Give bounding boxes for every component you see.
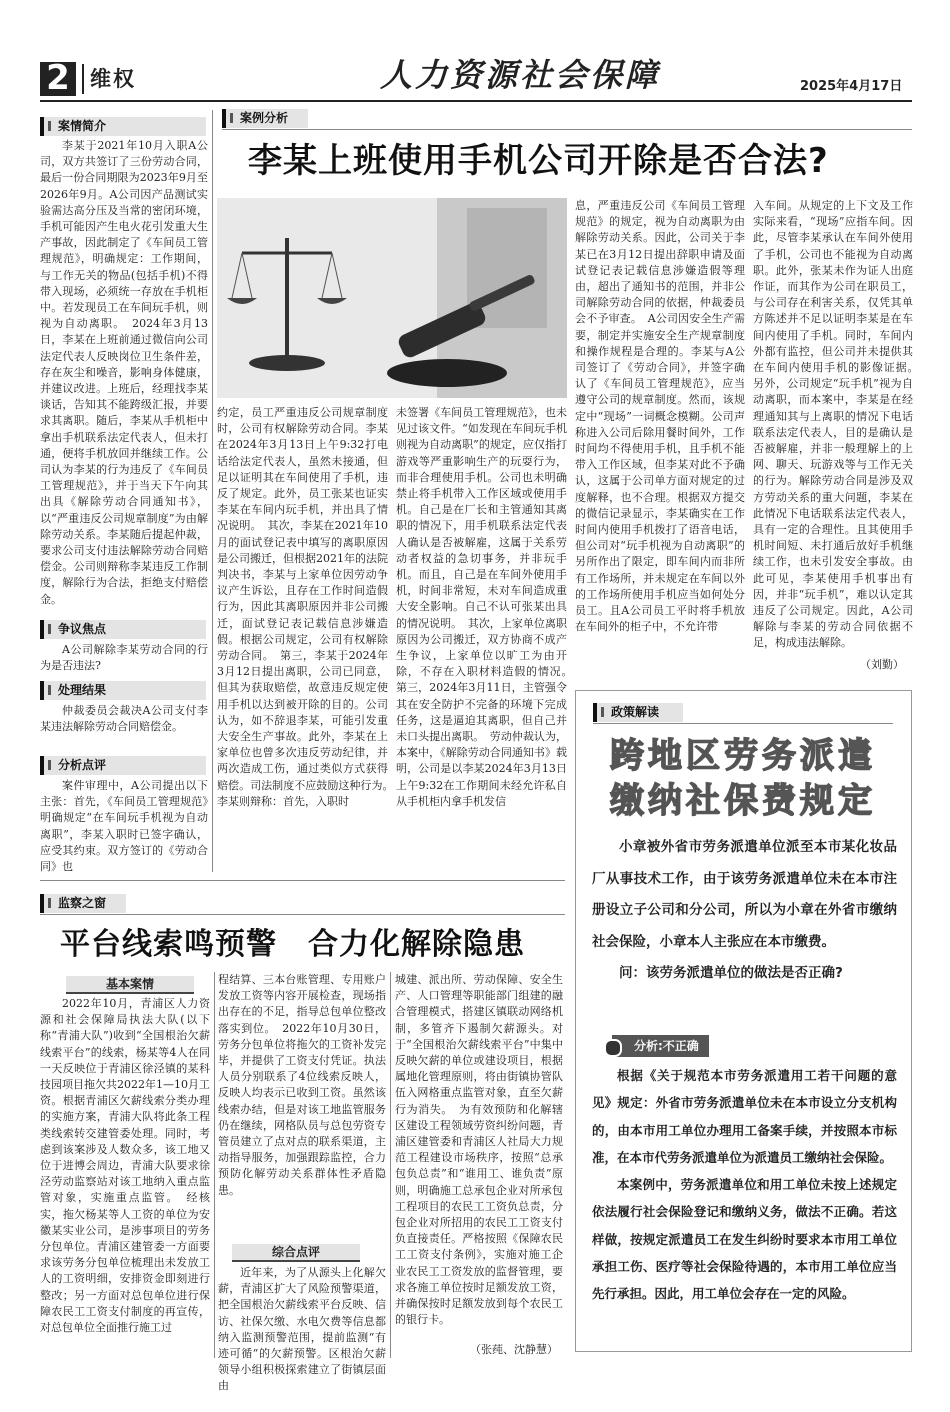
case2-title: 平台线索鸣预警 合力化解除隐患 [60,927,525,962]
masthead-rule [40,100,912,102]
case1-col4: 息，严重违反公司《车间员工管理规范》的规定，视为自动离职为由解除劳动关系。因此，公司关于李某已在3月12日提出辞职申请及面试登记表记载信息涉嫌造假等理由，超出了通知书的范围，并非公司解除劳动合同的依据，仲裁委员会不予审查。 A公司因安全生产需要，制定并实施安全生产规章制度和操作规程是合理的。李某与A公司签订了《劳动合同》，并签字确认了《车间员工管理规范》，应当遵守公司的规章制度。然而，该规定中“现场”一词概念模糊。公司声称进入公司后除用餐时间外，工作时间均不得使用手机，且手机不能带入工作区域，但李某对此不予确认，这属于公司单方面对规定的过度解释，也不合理。根据双方提交的微信记录显示，李某确实在工作时间内使用手机拨打了语音电话，但公司对“玩手机视为自动离职”的另所作出了限定，即车间内而非所有工作场所，并未规定在车间以外的工作场所使用手机应当如何处分员工。且A公司员工平时将手机放在车间外的柜子中，不允许带 [575,199,745,634]
case1-title: 李某上班使用手机公司开除是否合法? [248,141,829,181]
policy-title-line2: 缴纳社保费规定 [610,781,876,821]
section-title: 维权 [90,67,136,91]
case2-col2-bottom: 近年来，为了从源头上化解欠薪，青浦区扩大了风险预警渠道，把全国根治欠薪线索平台反映、信访、社保欠缴、水电欠费等信息都纳入监测预警范围，提前监测“有迹可循”的欠薪预警。区根治欠薪领导小组积极探索建立了街镇层面由 [218,1266,386,1393]
case2-col2-top: 程结算、三本台账管理、专用账户发放工资等内容开展检查，现场指出存在的不足，指导总包单位整改落实到位。 2022年10月30日，劳务分包单位将拖欠的工资补发完毕，并提供了工资支付凭证。执法人员分别联系了4位线索反映人，反映人均表示已收到工资。虽然该线索办结，但是对该工地监管服务仍在继续，网格队员与总包劳资专管员建立了点对点的联系渠道，主动指导服务，加强跟踪监控，合力预防化解劳动关系群体性矛盾隐患。 [218,973,386,1197]
analysis-text: 案件审理中，A公司提出以下主张：首先，《车间员工管理规范》明确规定“在车间玩手机视为自动离职”，李某入职时已签字确认，应受其约束。双方签订的《劳动合同》也 [40,779,208,874]
paper-name: 人力资源社会保障 [380,56,661,94]
subhead-basic-case-label: 基本案情 [105,977,154,991]
case2-col-rule-1 [214,972,215,1358]
case1-col5: 入车间。从规定的上下文及工作实际来看，“现场”应指车间。因此，尽管李某承认在车间外使用了手机，公司也不能视为自动离职。此外，张某未作为证人出庭作证，而其作为公司在职员工，与公司存在利害关系，仅凭其单方陈述并不足以证明李某是在车间内使用了手机。同时，车间内外都有监控，但公司并未提供其在车间内使用手机的影像证据。 另外，公司规定“玩手机”视为自动离职，而本案中，李某是在经理通知其与上离职的情况下电话联系法定代表人，目的是确认是否被解雇，并非一般理解上的上网、聊天、玩游戏等与工作无关的行为。解除劳动合同是涉及双方劳动关系的重大问题，李某在此情况下电话联系法定代表人，具有一定的合理性。且其使用手机时间短、未打通后放好手机继续工作，也未引发安全事故。由此可见，李某使用手机事出有因，并非“玩手机”，难以认定其违反了公司规定。因此，A公司解除与李某的劳动合同依据不足，构成违法解除。 [753,199,924,650]
case-analysis-tag: 案例分析 [222,109,308,128]
case2-col-rule-2 [390,972,391,1358]
case2-author: （张莼、沈静慧） [470,1343,558,1356]
case-summary-text: 李某于2021年10月入职A公司，双方共签订了三份劳动合同，最后一份合同期限为2023年9月至2026年9月。A公司因产品测试实验需达高分压及当常的密闭环境，手机可能因产生电火花引发重大生产事故，因此制定了《车间员工管理规范》，明确规定：工作期间，与工作无关的物品(包括手机)不得带入现场，必须统一存放在手机柜中。若发现员工在车间玩手机，则视为自动离职。 2024年3月13日，李某在上班前通过微信向公司法定代表人反映岗位卫生条件差，存在灰尘和噪音，影响身体健康，并建议改进。上班后，经理找李某谈话，告知其不能跨级汇报，并要求其离职。随后，李某从手机柜中拿出手机联系法定代表人，但未打通，便将手机放回并继续工作。公司认为李某的行为违反了《车间员工管理规范》，并于当天下午向其出具《解除劳动合同通知书》，以“严重违反公司规章制度”为由解除劳动关系。李某随后提起仲裁，要求公司支付违法解除劳动合同赔偿金。公司则辩称李某违反工作制度，解除行为合法，拒绝支付赔偿金。 [40,139,208,606]
heading-result: 处理结果 [40,681,206,700]
policy-answer: 根据《关于规范本市劳务派遣用工若干问题的意见》规定：外省市劳务派遣单位未在本市设立分支机构的，由本市用工单位办理用工备案手续，并按照本市标准，在本市代劳务派遣单位为派遣员工缴纳社会保险。 本案例中，劳务派遣单位和用工单位未按上述规定依法履行社会保险登记和缴纳义务，做法不正确。若这样做，按规定派遣员工在发生纠纷时要求本市用工单位承担工伤、医疗等社会保险待遇的，本市用工单位应当先行承担。因此，用工单位会存在一定的风险。 [592,1068,897,1302]
case1-col2: 约定，员工严重违反公司规章制度时，公司有权解除劳动合同。李某在2024年3月13日上午9:32打电话给法定代表人，虽然未接通，但足以证明其在车间使用了手机，违反了规定。此外，员工张某也证实李某在车间内玩手机，并出具了情况说明。 其次，李某在2021年10月的面试登记表中填写的离职原因是公司搬迁，但根据2021年的法院判决书，李某与上家单位因劳动争议产生诉讼，且存在工作时间造假行为，因此其离职原因并非公司搬迁，面试登记表记载信息涉嫌造假。根据公司规定，公司有权解除劳动合同。 第三，李某于2024年3月12日提出离职，公司已同意，但其为获取赔偿，故意违反规定使用手机以达到被开除的目的。公司认为，如不辞退李某，可能引发重大安全生产事故。此外，李某在上家单位也曾多次违反劳动纪律，并两次造成工伤，通过类似方式获得赔偿。司法制度不应鼓励这种行为。 李某则辩称：首先，入职时 [217,406,399,808]
tag-rule [222,129,912,130]
subhead-commentary-label: 综合点评 [271,1245,320,1259]
heading-dispute-focus: 争议焦点 [40,620,206,639]
scales-gavel-photo [217,198,567,398]
result-text: 仲裁委员会裁决A公司支付李某违法解除劳动合同赔偿金。 [40,704,208,734]
case2-col3: 城建、派出所、劳动保障、安全生产、人口管理等职能部门组建的融合管理模式，搭建区镇联动网络机制，多管齐下遏制欠薪源头。对于“全国根治欠薪线索平台”中集中反映欠薪的单位或建设项目，根据属地化管理原则，将由街镇协管队伍入网格重点监管对象，直至欠薪行为消失。 为有效预防和化解辖区建设工程领域劳资纠纷问题，青浦区建管委和青浦区人社局大力规范工程建设市场秩序，按照“总承包负总责”和“谁用工、谁负责”原则，明确施工总承包企业对所承包工程项目的农民工工资负总责，分包企业对所招用的农民工工资支付负直接责任。严格按照《保障农民工工资支付条例》，实施对施工企业农民工工资发放的监督管理，要求各施工单位按时足额发放工资，并确保按时足额发放到每个农民工的银行卡。 [395,973,563,1327]
analysis-tag: 分析:不正确 [612,1035,709,1057]
case2-top-rule [40,880,565,881]
dispute-focus-text: A公司解除李某劳动合同的行为是否违法? [40,643,208,673]
policy-tag-rule [593,723,893,724]
column-rule [212,110,213,872]
analysis-tag-dot [604,1039,622,1057]
heading-analysis: 分析点评 [40,756,206,775]
case2-col1: 2022年10月，青浦区人力资源和社会保障局执法大队(以下称“青浦大队”)收到“全国根治欠薪线索平台”的线索，杨某等4人在同一天反映位于青浦区徐泾镇的某科技园项目拖欠共2022年1—10月工资。根据青浦区欠薪线索分类办理的实施方案，青浦大队将此条工程类线索转交建管委处理。同时，考虑到该案涉及人数众多，该工地又位于进博会周边，青浦大队要求徐泾劳动监察站对该工地纳入重点监管对象，实施重点监管。 经核实，拖欠杨某等人工资的单位为安徽某实业公司，是涉事项目的劳务分包单位。青浦区建管委一方面要求该劳务分包单位梳理出未发放工人的工资明细，安排资金即刻进行整改；另一方面对总包单位进行保障农民工工资支付制度的再宣传，对总包单位全面推行施工过 [40,997,210,1335]
case1-col3: 未签署《车间员工管理规范》，也未见过该文件。“如发现在车间玩手机则视为自动离职”的规定，应仅指打游戏等严重影响生产的玩耍行为，而非合理使用手机。公司也未明确禁止将手机带入工作区域或使用手机。自己是在厂长和主管通知其离职的情况下，用手机联系法定代表人确认是否被解雇，这属于关系劳动者权益的急切事务，并非玩手机。而且，自己是在车间外使用手机，时间非常短，未对车间造成重大安全影响。自己不认可张某出具的情况说明。 其次，上家单位离职原因为公司搬迁，双方协商不成产生争议，上家单位以旷工为由开除，不存在入职材料造假的情况。 第三，2024年3月11日，主管强令其在安全防护不完备的环境下完成任务，这是逼迫其离职，但自己并未口头提出离职。 劳动仲裁认为，本案中，《解除劳动合同通知书》载明，公司是以李某2024年3月13日上午9:32在工作期间未经允许私自从手机柜内拿手机发信 [396,406,578,808]
policy-question: 小章被外省市劳务派遣单位派至本市某化妆品厂从事技术工作，由于该劳务派遣单位未在本市注册设立子公司和分公司，所以为小章在外省市缴纳社会保险，小章本人主张应在本市缴费。 问：该劳务派遣单位的做法是否正确? [592,839,897,981]
policy-title-line1: 跨地区劳务派遣 [610,736,876,776]
page-number: 2 [46,58,70,98]
case2-tag: 监察之窗 [40,894,126,913]
policy-tag: 政策解读 [593,703,683,722]
case1-author: （刘勤） [860,658,904,671]
issue-date: 2025年4月17日 [800,79,903,94]
section-divider [82,64,84,94]
heading-case-summary: 案情简介 [40,117,206,136]
case2-tag-rule [40,914,565,915]
